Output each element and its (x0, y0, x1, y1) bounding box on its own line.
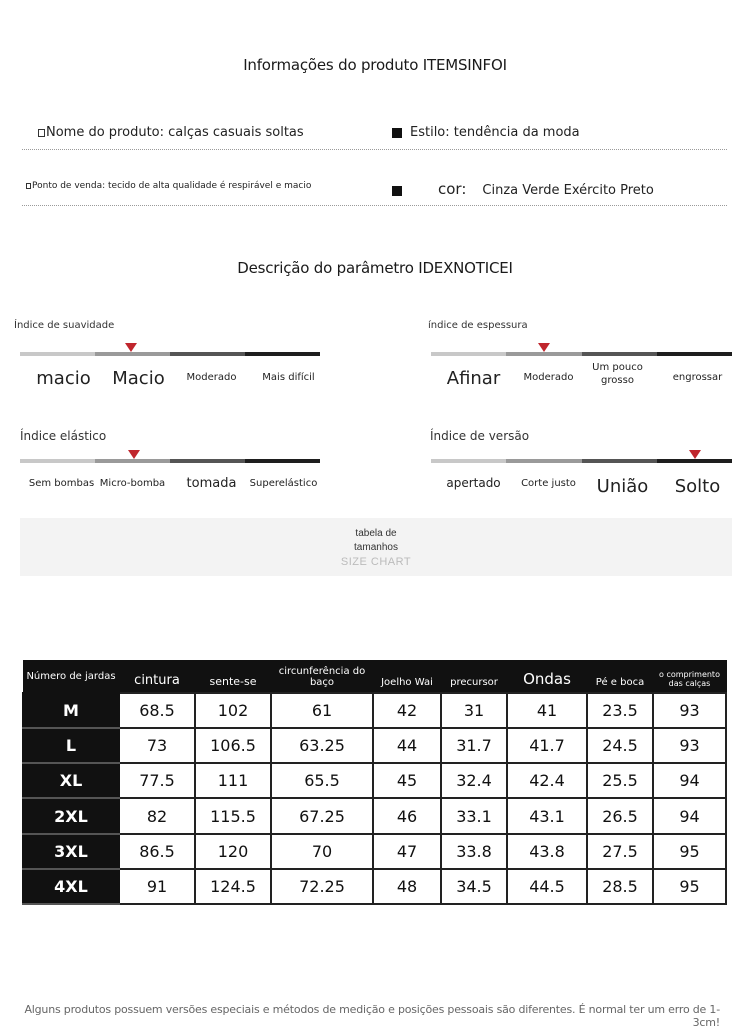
elastic-marker-icon (128, 450, 140, 459)
cell-hip: 102 (195, 693, 271, 728)
thickness-bar (431, 352, 732, 356)
version-option: Corte justo (521, 478, 576, 489)
softness-marker-icon (125, 343, 137, 352)
thickness-option: Afinar (446, 368, 501, 389)
table-row (23, 869, 726, 904)
cell-waist: 77.5 (119, 763, 195, 798)
cell-thigh: 63.25 (271, 728, 373, 763)
version-option: União (596, 476, 649, 497)
table-header-row (23, 661, 726, 693)
color-label: cor: (438, 180, 467, 198)
elastic-option: tomada (186, 476, 237, 491)
thickness-label: índice de espessura (428, 320, 528, 331)
cell-back-rise: 43.8 (507, 834, 587, 869)
cell-size: 4XL (23, 869, 119, 904)
cell-back-rise: 41.7 (507, 728, 587, 763)
style-info: Estilo: tendência da moda (392, 125, 580, 140)
softness-option: macio (36, 368, 91, 389)
size-table (22, 660, 727, 905)
color-info (392, 180, 654, 198)
cell-front-rise: 34.5 (441, 869, 507, 904)
cell-leg-opening: 28.5 (587, 869, 653, 904)
elastic-label: Índice elástico (20, 429, 107, 443)
cell-size: XL (23, 763, 119, 798)
cell-waist: 73 (119, 728, 195, 763)
version-label: Índice de versão (430, 429, 530, 443)
bullet-square-icon (392, 186, 402, 196)
thickness-option: Moderado (523, 372, 574, 383)
header-back-rise: Ondas (507, 661, 587, 693)
header-knee: Joelho Wai (373, 661, 441, 693)
cell-hip: 111 (195, 763, 271, 798)
cell-front-rise: 33.8 (441, 834, 507, 869)
header-size: Número de jardas (23, 661, 119, 693)
elastic-option: Superelástico (249, 478, 318, 489)
cell-thigh: 67.25 (271, 798, 373, 833)
elastic-option: Sem bombas (28, 478, 95, 489)
info-row-2 (22, 166, 727, 206)
product-info-title: Informações do produto ITEMSINFOI (243, 56, 507, 74)
bullet-icon (38, 129, 45, 137)
cell-waist: 82 (119, 798, 195, 833)
cell-length: 93 (653, 693, 726, 728)
version-option: Solto (674, 476, 721, 497)
header-thigh: circunferência do baço (271, 661, 373, 693)
cell-length: 95 (653, 834, 726, 869)
version-bar (431, 459, 732, 463)
size-chart-subtitle: SIZE CHART (340, 556, 412, 568)
cell-waist: 86.5 (119, 834, 195, 869)
cell-thigh: 70 (271, 834, 373, 869)
softness-bar (20, 352, 320, 356)
cell-size: M (23, 693, 119, 728)
bullet-icon (26, 183, 31, 189)
parameter-title: Descrição do parâmetro IDEXNOTICEI (237, 259, 513, 277)
elastic-bar (20, 459, 320, 463)
cell-leg-opening: 26.5 (587, 798, 653, 833)
cell-hip: 106.5 (195, 728, 271, 763)
thickness-option: engrossar (672, 372, 723, 383)
product-name: Nome do produto: calças casuais soltas (38, 125, 304, 140)
cell-leg-opening: 27.5 (587, 834, 653, 869)
cell-knee: 42 (373, 693, 441, 728)
cell-hip: 120 (195, 834, 271, 869)
header-hip: sente-se (195, 661, 271, 693)
cell-thigh: 61 (271, 693, 373, 728)
cell-back-rise: 42.4 (507, 763, 587, 798)
table-row (23, 798, 726, 833)
cell-length: 95 (653, 869, 726, 904)
cell-knee: 44 (373, 728, 441, 763)
thickness-marker-icon (538, 343, 550, 352)
info-row-1 (22, 110, 727, 150)
cell-length: 93 (653, 728, 726, 763)
cell-hip: 115.5 (195, 798, 271, 833)
cell-back-rise: 43.1 (507, 798, 587, 833)
cell-leg-opening: 24.5 (587, 728, 653, 763)
table-row (23, 693, 726, 728)
cell-waist: 91 (119, 869, 195, 904)
cell-size: L (23, 728, 119, 763)
cell-back-rise: 44.5 (507, 869, 587, 904)
size-chart-banner (20, 518, 732, 576)
thickness-option: Um pouco grosso (592, 362, 643, 386)
softness-option: Mais difícil (262, 372, 315, 383)
cell-knee: 48 (373, 869, 441, 904)
cell-thigh: 72.25 (271, 869, 373, 904)
cell-size: 3XL (23, 834, 119, 869)
cell-front-rise: 32.4 (441, 763, 507, 798)
table-row (23, 834, 726, 869)
cell-knee: 46 (373, 798, 441, 833)
cell-length: 94 (653, 763, 726, 798)
cell-front-rise: 33.1 (441, 798, 507, 833)
cell-front-rise: 31 (441, 693, 507, 728)
table-row (23, 763, 726, 798)
version-marker-icon (689, 450, 701, 459)
cell-hip: 124.5 (195, 869, 271, 904)
table-row (23, 728, 726, 763)
softness-option: Macio (112, 368, 165, 389)
softness-label: Índice de suavidade (14, 320, 115, 331)
header-waist: cintura (119, 661, 195, 693)
bullet-square-icon (392, 128, 402, 138)
cell-back-rise: 41 (507, 693, 587, 728)
color-value: Cinza Verde Exército Preto (482, 183, 654, 198)
cell-waist: 68.5 (119, 693, 195, 728)
cell-length: 94 (653, 798, 726, 833)
selling-point: Ponto de venda: tecido de alta qualidade é respirável e macio (26, 181, 311, 191)
cell-leg-opening: 23.5 (587, 693, 653, 728)
cell-thigh: 65.5 (271, 763, 373, 798)
softness-option: Moderado (186, 372, 237, 383)
cell-knee: 45 (373, 763, 441, 798)
footnote: Alguns produtos possuem versões especiais e métodos de medição e posições pessoais são diferentes. É normal ter um erro de 1-3cm! (24, 1003, 720, 1029)
header-front-rise: precursor (441, 661, 507, 693)
cell-knee: 47 (373, 834, 441, 869)
cell-size: 2XL (23, 798, 119, 833)
cell-front-rise: 31.7 (441, 728, 507, 763)
size-chart-title: tabela de tamanhos (354, 528, 398, 553)
header-length: o comprimento das calças (653, 661, 726, 693)
cell-leg-opening: 25.5 (587, 763, 653, 798)
version-option: apertado (446, 476, 501, 490)
elastic-option: Micro-bomba (99, 478, 166, 489)
header-leg-opening: Pé e boca (587, 661, 653, 693)
